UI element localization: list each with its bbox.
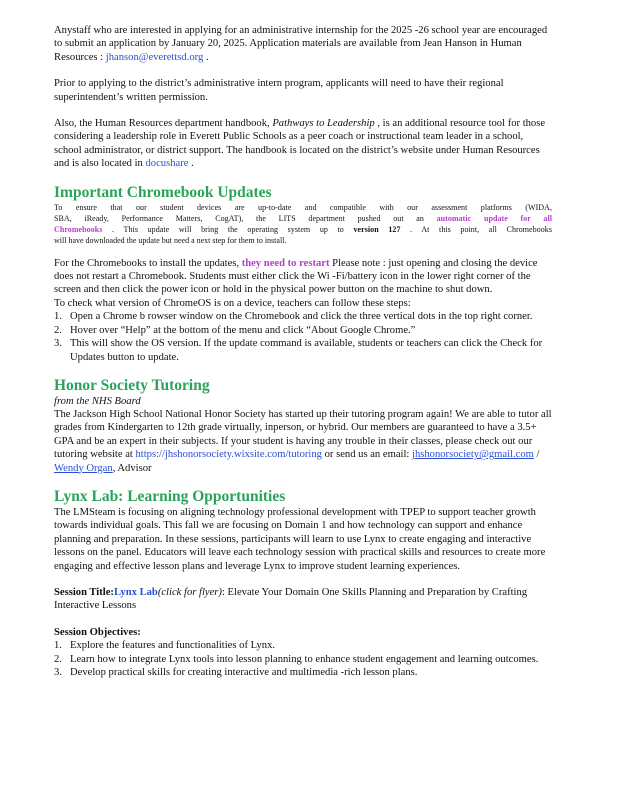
chromebook-tiny-line-2: [54, 213, 552, 224]
honor-society-heading: Honor Society Tutoring: [54, 376, 210, 394]
permission-paragraph: Prior to applying to the district’s administrative intern program, applicants will need to have their regional superintendent’s written permission.: [54, 78, 504, 103]
newsletter-page: [54, 24, 552, 679]
auto-update-link[interactable]: automatic update for all: [436, 213, 552, 223]
objective-number: 3.: [54, 667, 62, 678]
list-item: [54, 666, 552, 679]
handbook-text-2: , is an additional resource tool for those considering a leadership role in Everett Public Schools as a peer coach or instructional team leader in a school, school administrator, or district support. The handbook is located on the district’s website under Human Resources and is also located in: [54, 118, 546, 170]
internship-text: Anystaff who are interested in applying for an administrative internship for the 2025 -26 school year are encouraged to submit an application by January 20, 2025. Application materials are available from Jean Hanson in Human Resources :: [54, 25, 548, 63]
chromebook-tiny-line-4: will have downloaded the update but need a next step for them to install.: [54, 235, 287, 245]
internship-end: .: [203, 51, 209, 63]
session-title-label: Session Title:: [54, 586, 114, 598]
tiny-line-3-end: . At this point, all Chromebooks: [400, 224, 552, 234]
objectives-list: [54, 639, 552, 679]
session-title-paragraph: [54, 586, 552, 613]
honor-society-paragraph: [54, 408, 552, 475]
hr-email-link[interactable]: jhanson@everettsd.org: [105, 51, 204, 63]
step-number: 2.: [54, 324, 62, 336]
advisor-name-link[interactable]: Wendy Organ: [54, 462, 113, 474]
list-item: [54, 310, 552, 323]
version-number: version 127: [353, 224, 401, 234]
restart-paragraph: [54, 257, 552, 297]
handbook-paragraph: [54, 117, 552, 171]
flyer-note: (click for flyer): [157, 586, 222, 598]
honor-text: The Jackson High School National Honor Society has started up their tutoring program again! We are able to tutor all grades from Kindergarten to 12th grade virtually, inperson, or hybrid. Our members are guaranteed to have a 3.5+ GPA and be an expert in their subjects. If your student is having any trouble in their classes, please check out our tutoring website at: [54, 408, 552, 461]
handbook-text: Also, the Human Resources department handbook,: [54, 118, 273, 130]
lynx-lab-flyer-link[interactable]: Lynx Lab: [113, 586, 158, 598]
chromebooks-link[interactable]: Chromebooks: [54, 224, 103, 234]
honor-society-subhead: from the NHS Board: [54, 395, 141, 407]
list-item: [54, 337, 552, 364]
session-objectives-label: Session Objectives:: [54, 626, 141, 638]
honor-separator: /: [533, 449, 540, 461]
restart-text: For the Chromebooks to install the updates,: [54, 257, 242, 269]
chromebook-steps-list: [54, 310, 552, 364]
session-title-text: : Elevate Your Domain One Skills Planning and Preparation by Crafting Interactive Lessons: [54, 586, 528, 612]
internship-paragraph: [54, 24, 552, 64]
objective-text: Explore the features and functionalities of Lynx.: [70, 640, 276, 652]
tiny-line-3-text: . This update will bring the operating system up to: [102, 224, 354, 234]
check-version-paragraph: To check what version of ChromeOS is on a device, teachers can follow these steps:: [54, 297, 411, 309]
list-item: [54, 324, 552, 337]
advisor-title: , Advisor: [112, 462, 152, 474]
step-text: Hover over “Help” at the bottom of the menu and click “About Google Chrome.”: [70, 324, 416, 336]
honor-email-link[interactable]: jhshonorsociety@gmail.com: [412, 449, 534, 461]
lynx-lab-paragraph: The LMSteam is focusing on aligning technology professional development with TPEP to support teacher growth towards individual goals. This fall we are focusing on Domain 1 and how technology can support and enhance planning and preparation. In these sessions, participants will learn to use Lynx to create engaging and interactive lessons on the panel. Educators will leave each technology session with practical skills and resources to create more engaging and effective lesson plans and leverage Lynx to improve student learning experiences.: [54, 506, 546, 572]
lynx-lab-heading: Lynx Lab: Learning Opportunities: [54, 487, 286, 505]
objective-number: 2.: [54, 653, 62, 665]
handbook-end: .: [188, 158, 194, 170]
tutoring-website-link[interactable]: https://jhshonorsociety.wixsite.com/tutoring: [135, 449, 322, 461]
step-number: 3.: [54, 338, 62, 350]
restart-emphasis: they need to restart: [241, 257, 330, 269]
list-item: [54, 653, 552, 666]
tiny-line-2-text: SBA, iReady, Performance Matters, CogAT), the LITS department pushed out an: [54, 213, 437, 223]
objective-text: Develop practical skills for creating interactive and multimedia -rich lesson plans.: [70, 667, 418, 678]
step-text: Open a Chrome b rowser window on the Chromebook and click the three vertical dots in the top right corner.: [70, 311, 533, 323]
chromebook-tiny-line-1: To ensure that our student devices are up-to-date and compatible with our assessment platforms (WIDA,: [54, 202, 552, 212]
chromebook-heading: Important Chromebook Updates: [54, 183, 272, 201]
handbook-title: Pathways to Leadership: [272, 118, 375, 130]
objective-number: 1.: [54, 640, 62, 652]
chromebook-tiny-line-3: [54, 224, 552, 235]
list-item: [54, 639, 552, 652]
step-text: This will show the OS version. If the update command is available, students or teachers can click the Check for Updates button to update.: [70, 338, 543, 363]
objective-text: Learn how to integrate Lynx tools into lesson planning to enhance student engagement and learning outcomes.: [70, 653, 539, 665]
honor-text-2: or send us an email:: [321, 449, 412, 461]
docushare-link[interactable]: docushare: [145, 158, 189, 170]
step-number: 1.: [54, 311, 62, 323]
restart-text-2: Please note : just opening and closing the device does not restart a Chromebook. Students must either click the Wi -Fi/battery icon in the lower right corner of the screen and then click the power icon or hold in the physical power button on the machine to shut down.: [54, 257, 538, 296]
